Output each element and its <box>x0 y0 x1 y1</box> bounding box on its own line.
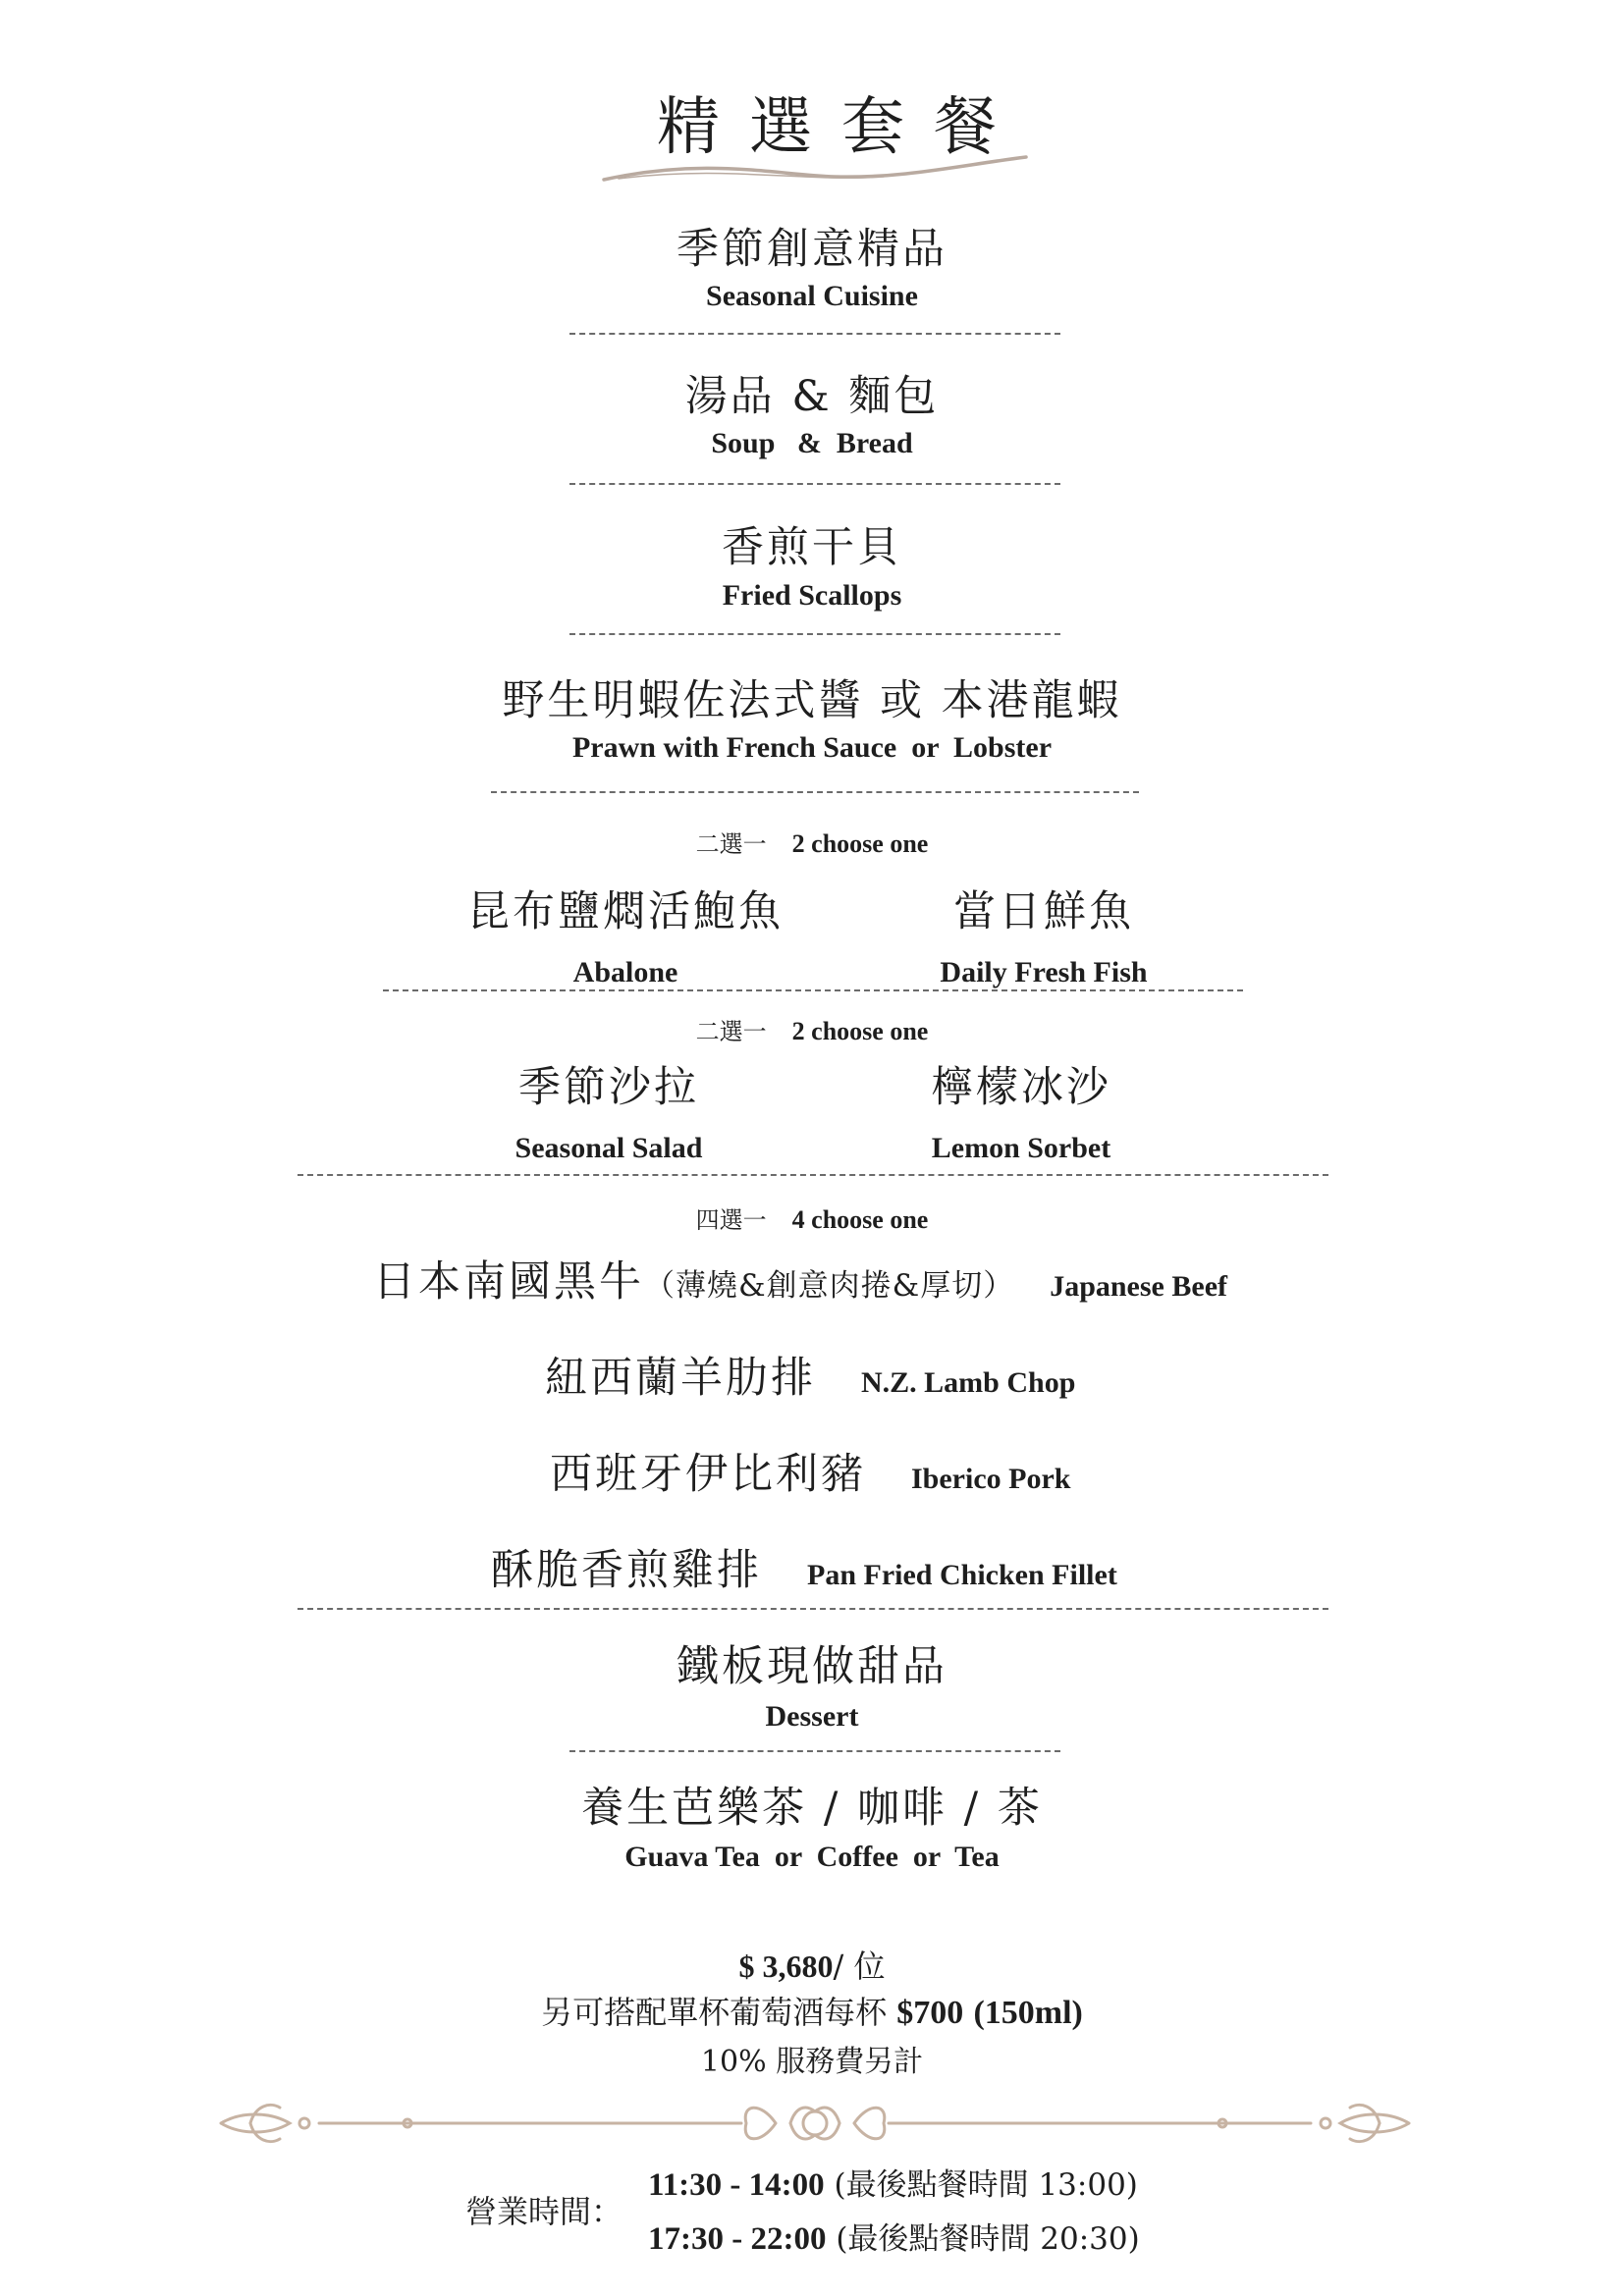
ornament-divider <box>211 2094 1419 2153</box>
divider <box>569 633 1060 635</box>
wine-text: 另可搭配單杯葡萄酒每杯 <box>541 1994 888 2031</box>
divider <box>298 1608 1328 1610</box>
choice-1-label-zh: 二選一 <box>695 830 767 858</box>
main-option-zh: 西班牙伊比利豬 <box>550 1450 866 1499</box>
choice-1-option-abalone <box>409 879 841 989</box>
divider <box>298 1174 1328 1176</box>
course-seasonal-zh: 季節創意精品 <box>677 225 947 274</box>
option-en: Daily Fresh Fish <box>940 956 1148 988</box>
option-zh: 季節沙拉 <box>518 1063 699 1112</box>
choice-1-label <box>0 825 1624 859</box>
course-seasonal-en: Seasonal Cuisine <box>706 280 918 312</box>
wine-size: (150ml) <box>973 1995 1083 2031</box>
price-amount: $ 3,680 <box>738 1949 834 1984</box>
dinner-time: 17:30 - 22:00 <box>648 2221 827 2257</box>
title-swash <box>589 147 1041 196</box>
option-zh: 當日鮮魚 <box>953 887 1134 936</box>
dessert-zh: 鐵板現做甜品 <box>677 1642 947 1691</box>
choice-2-option-sorbet <box>805 1054 1237 1165</box>
option-en: Abalone <box>572 956 678 988</box>
main-option-zh: 日本南國黑牛 <box>373 1257 644 1307</box>
choice-2-label <box>0 1012 1624 1046</box>
choice-3-label-zh: 四選一 <box>695 1206 767 1234</box>
choice-2-label-en: 2 choose one <box>791 1017 929 1045</box>
dessert-en: Dessert <box>765 1700 859 1733</box>
main-option-zh: 酥脆香煎雞排 <box>491 1546 762 1595</box>
option-zh: 檸檬冰沙 <box>931 1063 1111 1112</box>
option-en: Seasonal Salad <box>514 1132 703 1164</box>
lunch-time: 11:30 - 14:00 <box>648 2167 825 2203</box>
drinks-en: Guava Tea or Coffee or Tea <box>624 1841 1000 1873</box>
hours-label: 營業時間： <box>465 2193 623 2230</box>
divider <box>569 483 1060 485</box>
drinks-zh: 養生芭樂茶 / 咖啡 / 茶 <box>581 1784 1043 1833</box>
lunch-note: (最後點餐時間 13:00) <box>834 2167 1138 2203</box>
course-prawn-en: Prawn with French Sauce or Lobster <box>571 731 1053 764</box>
price <box>0 1942 1624 1987</box>
divider <box>569 1750 1060 1752</box>
main-option-en: Japanese Beef <box>1050 1270 1227 1303</box>
dinner-note: (最後點餐時間 20:30) <box>836 2221 1140 2257</box>
main-option-en: Iberico Pork <box>911 1463 1071 1495</box>
choice-2-label-zh: 二選一 <box>695 1018 767 1045</box>
price-unit: / 位 <box>833 1948 886 1985</box>
wine-price: $700 <box>896 1995 964 2031</box>
course-soup-en: Soup & Bread <box>711 427 913 459</box>
service-charge: 10% 服務費另計 <box>700 2045 924 2079</box>
main-option-note: （薄燒&創意肉捲&厚切） <box>644 1268 1015 1304</box>
hours-lunch <box>648 2160 1138 2204</box>
course-scallops-zh: 香煎干貝 <box>722 523 902 572</box>
choice-1-option-fish <box>828 879 1260 989</box>
main-option-en: N.Z. Lamb Chop <box>861 1366 1076 1399</box>
choice-3-label-en: 4 choose one <box>791 1205 929 1234</box>
divider <box>569 333 1060 335</box>
course-prawn-zh: 野生明蝦佐法式醬 或 本港龍蝦 <box>502 676 1122 725</box>
main-option-lamb <box>545 1345 1075 1405</box>
main-option-beef <box>373 1249 1227 1308</box>
choice-1-label-en: 2 choose one <box>791 829 929 858</box>
course-soup-zh: 湯品 & 麵包 <box>684 372 940 421</box>
main-option-zh: 紐西蘭羊肋排 <box>545 1354 816 1403</box>
main-option-en: Pan Fried Chicken Fillet <box>807 1559 1117 1591</box>
choice-3-label <box>0 1201 1624 1235</box>
main-option-pork <box>550 1441 1070 1501</box>
wine-pairing <box>0 1988 1624 2033</box>
course-scallops-en: Fried Scallops <box>722 579 902 612</box>
main-option-chicken <box>491 1537 1117 1597</box>
divider <box>491 791 1139 793</box>
option-en: Lemon Sorbet <box>931 1132 1111 1164</box>
hours-dinner <box>648 2214 1140 2258</box>
menu-title: 精選套餐 <box>657 91 1026 164</box>
divider <box>383 989 1243 991</box>
choice-2-option-salad <box>393 1054 825 1165</box>
option-zh: 昆布鹽燜活鮑魚 <box>467 887 784 936</box>
